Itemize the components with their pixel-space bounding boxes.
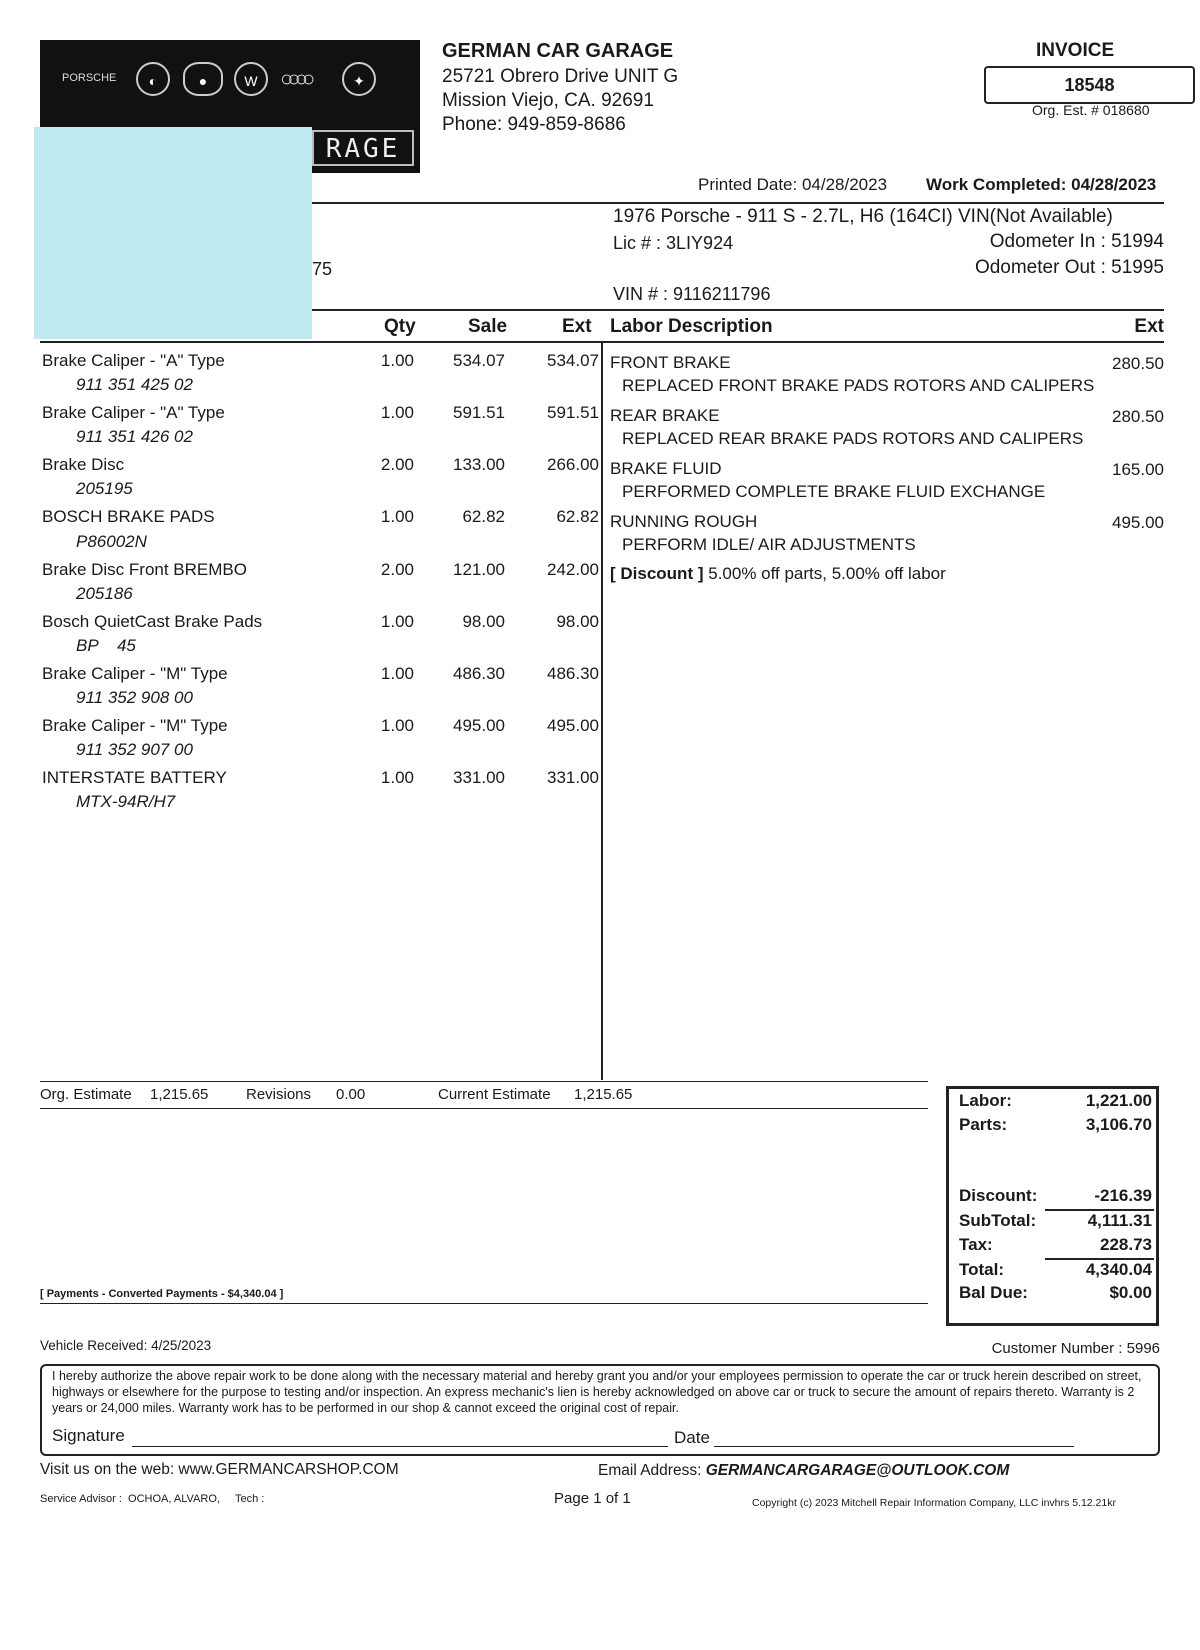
totals-box: [946, 1086, 1159, 1326]
table-column-divider: [601, 343, 603, 1080]
qty-header: Qty: [384, 316, 416, 337]
subtotal-value: 4,111.31: [1087, 1211, 1152, 1230]
part-qty: 2.00: [380, 455, 414, 474]
labor-ext-header: Ext: [1134, 316, 1164, 337]
balance-due-label: Bal Due:: [959, 1283, 1028, 1302]
part-sale: 62.82: [462, 507, 505, 526]
part-sale: 534.07: [453, 351, 505, 370]
part-number: 911 352 908 00: [76, 688, 193, 707]
part-name: Brake Disc: [42, 455, 125, 474]
date-line[interactable]: [714, 1446, 1074, 1447]
org-estimate-value: 1,215.65: [150, 1086, 209, 1103]
shop-phone: Phone: 949-859-8686: [442, 114, 626, 135]
part-qty: 1.00: [380, 768, 414, 787]
odometer-in: Odometer In : 51994: [989, 231, 1164, 252]
part-name: Brake Caliper - "M" Type: [42, 664, 228, 683]
sale-header: Sale: [468, 316, 508, 337]
part-qty: 1.00: [380, 612, 414, 631]
part-name: INTERSTATE BATTERY: [42, 768, 227, 787]
part-name: Bosch QuietCast Brake Pads: [42, 612, 263, 631]
part-number: BP 45: [76, 636, 136, 655]
part-number: 205195: [76, 479, 133, 498]
shop-address-line1: 25721 Obrero Drive UNIT G: [442, 66, 679, 87]
invoice-title: INVOICE: [1036, 40, 1115, 61]
part-number: 911 352 907 00: [76, 740, 193, 759]
labor-ext: 165.00: [1112, 460, 1164, 479]
labor-ext: 495.00: [1112, 513, 1164, 532]
license-plate: Lic # : 3LIY924: [613, 233, 734, 253]
part-ext: 486.30: [547, 664, 599, 683]
revisions-value: 0.00: [336, 1086, 366, 1103]
labor-description-header: Labor Description: [610, 316, 773, 337]
invoice-number: 18548: [984, 66, 1195, 104]
subtotal-label: SubTotal:: [959, 1211, 1037, 1230]
tax-label: Tax:: [959, 1235, 993, 1254]
part-sale: 121.00: [453, 560, 505, 579]
labor-title: REAR BRAKE: [610, 406, 720, 425]
bmw-logo: ◐: [136, 62, 170, 96]
email-line: [598, 1462, 1009, 1480]
ext-header: Ext: [562, 316, 592, 337]
vin-number: VIN # : 9116211796: [613, 284, 771, 304]
service-advisor: Service Advisor : OCHOA, ALVARO, Tech :: [40, 1493, 265, 1505]
labor-title: BRAKE FLUID: [610, 459, 722, 478]
parts-total: 3,106.70: [1085, 1115, 1152, 1134]
part-qty: 1.00: [380, 716, 414, 735]
labor-detail: PERFORM IDLE/ AIR ADJUSTMENTS: [622, 535, 916, 554]
shop-address-line2: Mission Viejo, CA. 92691: [442, 90, 654, 111]
org-estimate-label: Org. Estimate: [40, 1086, 132, 1103]
labor-detail: PERFORMED COMPLETE BRAKE FLUID EXCHANGE: [622, 482, 1046, 501]
email-address: GERMANCARGARAGE@OUTLOOK.COM: [705, 1462, 1010, 1479]
audi-logo: ○○○○: [280, 66, 310, 91]
balance-due-value: $0.00: [1109, 1283, 1152, 1302]
org-estimate-number: Org. Est. # 018680: [1032, 102, 1150, 118]
labor-detail: REPLACED FRONT BRAKE PADS ROTORS AND CALIPERS: [622, 376, 1095, 395]
total-value: 4,340.04: [1085, 1260, 1152, 1279]
labor-ext: 280.50: [1112, 354, 1164, 373]
mini-logo: ●: [183, 62, 223, 96]
page-number: Page 1 of 1: [554, 1490, 631, 1507]
date-label: Date: [674, 1428, 710, 1447]
discount-text: 5.00% off parts, 5.00% off labor: [708, 564, 946, 583]
part-qty: 1.00: [380, 664, 414, 683]
labor-total-label: Labor:: [959, 1091, 1012, 1110]
copyright-text: Copyright (c) 2023 Mitchell Repair Information Company, LLC invhrs 5.12.21kr: [752, 1497, 1116, 1509]
part-name: BOSCH BRAKE PADS: [42, 507, 215, 526]
part-sale: 495.00: [453, 716, 505, 735]
total-label: Total:: [959, 1260, 1005, 1279]
email-label: Email Address:: [598, 1462, 702, 1479]
part-ext: 266.00: [547, 455, 599, 474]
labor-title: RUNNING ROUGH: [610, 512, 758, 531]
labor-title: FRONT BRAKE: [610, 353, 731, 372]
header-divider: [312, 202, 1164, 204]
discount-total-label: Discount:: [959, 1186, 1038, 1205]
current-estimate-value: 1,215.65: [574, 1086, 633, 1103]
payments-rule: [40, 1303, 928, 1304]
part-number: 205186: [76, 584, 133, 603]
signature-line[interactable]: [132, 1446, 668, 1447]
discount-label: [ Discount ]: [610, 564, 704, 583]
part-number: 911 351 426 02: [76, 427, 193, 446]
authorization-text: I hereby authorize the above repair work to be done along with the necessary material and hereby grant you and/or your employees permission to operate the car or truck herein described on street, highways or elsewhere for the purpose to testing and/or inspection. An express mechanic's lien is hereby acknowledged on above car or truck to secure the amount of repairs thereto. Warranty is 2 years or 24,000 miles. Warranty work has to be performed in our shop & cannot exceed the original cost of repair.: [52, 1369, 1142, 1415]
table-top-divider: [312, 309, 1164, 311]
labor-ext: 280.50: [1112, 407, 1164, 426]
discount-total: -216.39: [1094, 1186, 1152, 1205]
part-name: Brake Caliper - "A" Type: [42, 403, 225, 422]
part-number: P86002N: [76, 532, 147, 551]
parts-total-label: Parts:: [959, 1115, 1008, 1134]
customer-number: Customer Number : 5996: [991, 1340, 1160, 1357]
part-sale: 591.51: [453, 403, 505, 422]
part-qty: 2.00: [380, 560, 414, 579]
website-text: Visit us on the web: www.GERMANCARSHOP.COM: [40, 1461, 399, 1478]
part-number: MTX-94R/H7: [76, 792, 176, 811]
work-completed-date: Work Completed: 04/28/2023: [926, 175, 1157, 194]
vehicle-received: Vehicle Received: 4/25/2023: [40, 1338, 212, 1353]
part-ext: 242.00: [547, 560, 599, 579]
printed-date: Printed Date: 04/28/2023: [698, 175, 888, 194]
customer-partial-text: 75: [312, 259, 333, 279]
vw-logo: W: [234, 62, 268, 96]
current-estimate-label: Current Estimate: [438, 1086, 551, 1103]
labor-detail: REPLACED REAR BRAKE PADS ROTORS AND CALIPERS: [622, 429, 1084, 448]
part-sale: 133.00: [453, 455, 505, 474]
part-sale: 331.00: [453, 768, 505, 787]
vehicle-description: 1976 Porsche - 911 S - 2.7L, H6 (164CI) VIN(Not Available): [613, 206, 1113, 227]
estimate-top-rule: [40, 1081, 928, 1082]
part-ext: 98.00: [556, 612, 599, 631]
porsche-logo: PORSCHE: [62, 72, 117, 84]
tax-value: 228.73: [1100, 1235, 1152, 1254]
part-number: 911 351 425 02: [76, 375, 193, 394]
part-qty: 1.00: [380, 351, 414, 370]
part-name: Brake Caliper - "A" Type: [42, 351, 225, 370]
part-ext: 331.00: [547, 768, 599, 787]
part-qty: 1.00: [380, 507, 414, 526]
estimate-bottom-rule: [40, 1108, 928, 1109]
signature-label: Signature: [52, 1426, 125, 1445]
part-ext: 62.82: [556, 507, 599, 526]
mercedes-logo: ✦: [342, 62, 376, 96]
revisions-label: Revisions: [246, 1086, 312, 1103]
part-sale: 98.00: [462, 612, 505, 631]
redacted-customer-info: [34, 127, 312, 339]
shop-name: GERMAN CAR GARAGE: [442, 40, 674, 62]
payments-note: [ Payments - Converted Payments - $4,340.04 ]: [40, 1288, 284, 1300]
part-sale: 486.30: [453, 664, 505, 683]
part-name: Brake Caliper - "M" Type: [42, 716, 228, 735]
part-ext: 495.00: [547, 716, 599, 735]
labor-total: 1,221.00: [1085, 1091, 1152, 1110]
part-name: Brake Disc Front BREMBO: [42, 560, 247, 579]
part-qty: 1.00: [380, 403, 414, 422]
authorization-box: [40, 1364, 1160, 1456]
part-ext: 591.51: [547, 403, 599, 422]
odometer-out: Odometer Out : 51995: [974, 257, 1164, 278]
discount-line: [610, 564, 946, 584]
garage-sign: RAGE: [312, 130, 414, 166]
part-ext: 534.07: [547, 351, 599, 370]
